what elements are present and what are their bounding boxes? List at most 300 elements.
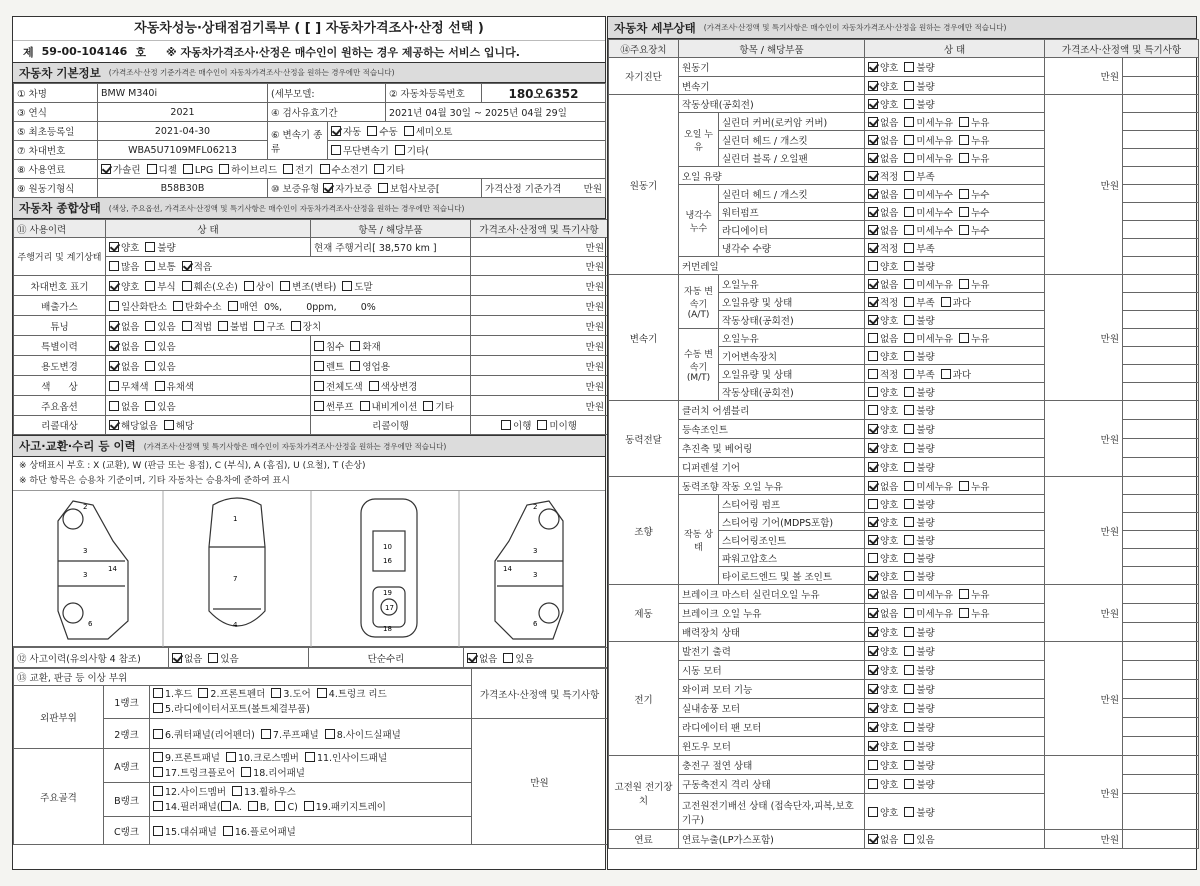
fuel-none: 없음	[880, 835, 899, 846]
clutch-bad-checkbox[interactable]	[904, 405, 914, 415]
tuning-legal-checkbox[interactable]	[182, 321, 192, 331]
vin-smear: 도말	[354, 281, 373, 293]
part-cross-member: 10.크로스멤버	[237, 752, 299, 764]
pillar-checkbox[interactable]	[153, 801, 163, 811]
cur-mileage-value: 38,570 km	[378, 243, 430, 254]
detail-bar	[608, 17, 1196, 39]
achromatic-checkbox[interactable]	[109, 381, 119, 391]
option-etc-checkbox[interactable]	[423, 401, 433, 411]
tuning-device-checkbox[interactable]	[291, 321, 301, 331]
head-minor: 미세누유	[916, 135, 954, 147]
at-work-good-checkbox[interactable]	[868, 315, 878, 325]
rail-bad-checkbox[interactable]	[904, 261, 914, 271]
radiator-support-checkbox[interactable]	[153, 703, 163, 713]
mt-flow-proper: 적정	[880, 369, 899, 381]
color-achromatic: 무채색	[121, 381, 149, 393]
fuel-lpg-checkbox[interactable]	[183, 164, 193, 174]
fuel-diesel-checkbox[interactable]	[147, 164, 157, 174]
svg-text:16: 16	[383, 557, 392, 565]
svg-text:2: 2	[533, 503, 538, 511]
gen-good-checkbox[interactable]	[868, 646, 878, 656]
color-change-checkbox[interactable]	[369, 381, 379, 391]
tuning-illegal-checkbox[interactable]	[218, 321, 228, 331]
cylinder-cover: 실린더 커버(로커암 커버)	[719, 113, 865, 131]
pillar-c-checkbox[interactable]	[275, 801, 285, 811]
ps-none-checkbox[interactable]	[868, 481, 878, 491]
roof-panel-checkbox[interactable]	[261, 729, 271, 739]
self-engine-bad-checkbox[interactable]	[904, 62, 914, 72]
normal-checkbox[interactable]	[145, 261, 155, 271]
basic-info-bar	[13, 63, 605, 83]
prop-good-checkbox[interactable]	[868, 443, 878, 453]
item-header: 항목 / 해당부품	[311, 220, 471, 238]
tuning-struct: 구조	[266, 321, 285, 333]
at-oil-leak-opt: 누유	[971, 279, 990, 291]
pump-minor-checkbox[interactable]	[904, 207, 914, 217]
car-top-view-icon	[209, 498, 265, 629]
pump-none-checkbox[interactable]	[868, 207, 878, 217]
st-pump-good-checkbox[interactable]	[868, 499, 878, 509]
chromatic-checkbox[interactable]	[155, 381, 165, 391]
fuel-hybrid-checkbox[interactable]	[219, 164, 229, 174]
side-sill-checkbox[interactable]	[325, 729, 335, 739]
price-header: 가격조사·산정액 및 특기사항	[471, 220, 608, 238]
passenger-note: ※ 하단 항목은 승용차 기준이며, 기타 자동차는 승용차에 준하여 표시	[19, 476, 290, 486]
ps-minor-checkbox[interactable]	[904, 481, 914, 491]
navi-checkbox[interactable]	[360, 401, 370, 411]
window-bad-checkbox[interactable]	[904, 741, 914, 751]
recall-not-checkbox[interactable]	[537, 420, 547, 430]
co-checkbox[interactable]	[109, 301, 119, 311]
wiper-bad-checkbox[interactable]	[904, 684, 914, 694]
smoke-checkbox[interactable]	[228, 301, 238, 311]
coolant-lack-checkbox[interactable]	[904, 243, 914, 253]
hose-bad: 불량	[916, 553, 935, 565]
vin-good: 양호	[121, 281, 140, 293]
special-fire: 화재	[362, 341, 381, 353]
charge-good-checkbox[interactable]	[868, 760, 878, 770]
vin-rust-checkbox[interactable]	[145, 281, 155, 291]
exchange-price-label: 가격조사·산정액 및 특기사항	[472, 669, 608, 719]
at-flow-lack-checkbox[interactable]	[904, 297, 914, 307]
cv-bad-checkbox[interactable]	[904, 424, 914, 434]
gen-bad-checkbox[interactable]	[904, 646, 914, 656]
block-leak-checkbox[interactable]	[959, 153, 969, 163]
usage-none-checkbox[interactable]	[109, 361, 119, 371]
clutch-good-checkbox[interactable]	[868, 405, 878, 415]
mt-flow-proper-checkbox[interactable]	[868, 369, 878, 379]
tuning-struct-checkbox[interactable]	[254, 321, 264, 331]
fuel-group-label: 연료	[609, 830, 679, 849]
st-joint-bad-checkbox[interactable]	[904, 535, 914, 545]
usage-exist: 있음	[157, 361, 176, 373]
at-oil-minor: 미세누유	[916, 279, 954, 291]
fuel-price-unit: 만원	[1045, 830, 1123, 849]
exchange-price-unit: 만원	[472, 719, 608, 845]
wire-bad-checkbox[interactable]	[904, 807, 914, 817]
diff-bad: 불량	[916, 463, 935, 474]
booster-good-checkbox[interactable]	[868, 627, 878, 637]
start-bad-checkbox[interactable]	[904, 665, 914, 675]
rear-panel-checkbox[interactable]	[241, 767, 251, 777]
hc-checkbox[interactable]	[173, 301, 183, 311]
rad-none-checkbox[interactable]	[868, 225, 878, 235]
trans-cvt-checkbox[interactable]	[331, 145, 341, 155]
vin-good-checkbox[interactable]	[109, 281, 119, 291]
charge-bad: 불량	[916, 761, 935, 772]
mt-oil-minor-checkbox[interactable]	[904, 333, 914, 343]
recall-not: 미이행	[549, 421, 577, 432]
c-head-none-checkbox[interactable]	[868, 189, 878, 199]
part-radiator-support: 5.라디에이터서포트(볼트체결부품)	[165, 704, 310, 715]
vin-smear-checkbox[interactable]	[342, 281, 352, 291]
cover-leak: 누유	[971, 117, 990, 129]
diff-bad-checkbox[interactable]	[904, 462, 914, 472]
cover-leak-checkbox[interactable]	[959, 117, 969, 127]
engine-work-good-checkbox[interactable]	[868, 99, 878, 109]
fire-checkbox[interactable]	[350, 341, 360, 351]
cover-minor: 미세누유	[916, 117, 954, 129]
br-oil-none-checkbox[interactable]	[868, 608, 878, 618]
battery-good: 양호	[880, 780, 899, 791]
outer-panel-label: 외판부위	[14, 686, 104, 749]
accident-none: 없음	[184, 653, 203, 665]
mt-work-good: 양호	[880, 387, 899, 399]
at-flow-over-checkbox[interactable]	[941, 297, 951, 307]
tuning-none-checkbox[interactable]	[109, 321, 119, 331]
self-engine-good-checkbox[interactable]	[868, 62, 878, 72]
recall-done-checkbox[interactable]	[501, 420, 511, 430]
mt-work-bad-checkbox[interactable]	[904, 387, 914, 397]
rankA-label: A랭크	[104, 749, 150, 783]
oil-flow-lack-checkbox[interactable]	[904, 171, 914, 181]
rad-leak: 누수	[971, 225, 990, 237]
diff-gear: 디퍼렌셜 기어	[679, 458, 865, 477]
simple-repair-label: 단순수리	[309, 648, 464, 668]
block-none: 없음	[880, 153, 899, 165]
elec-group-label: 전기	[609, 642, 679, 756]
warranty-ins-checkbox[interactable]	[378, 183, 388, 193]
mt-flow-lack-checkbox[interactable]	[904, 369, 914, 379]
accident-hist-label: ⑫ 사고이력(유의사항 4 참조)	[14, 648, 169, 668]
master-minor-checkbox[interactable]	[904, 589, 914, 599]
first-reg-value: 2021-04-30	[98, 122, 268, 141]
mt-oil-none-checkbox[interactable]	[868, 333, 878, 343]
engine-group-label: 원동기	[609, 95, 679, 275]
sunroof-checkbox[interactable]	[314, 401, 324, 411]
dash-panel-checkbox[interactable]	[153, 826, 163, 836]
detail-price-header: 가격조사·산정액 및 특기사항	[1045, 40, 1199, 58]
rad-leak-checkbox[interactable]	[959, 225, 969, 235]
car-right-side-icon	[495, 501, 563, 639]
tuning-exist-checkbox[interactable]	[145, 321, 155, 331]
mt-gear-bad-checkbox[interactable]	[904, 351, 914, 361]
option-none-checkbox[interactable]	[109, 401, 119, 411]
side-member-checkbox[interactable]	[153, 786, 163, 796]
prop-shaft: 추진축 및 베어링	[679, 439, 865, 458]
pump-leak-checkbox[interactable]	[959, 207, 969, 217]
diff-good-checkbox[interactable]	[868, 462, 878, 472]
fuel-electric-checkbox[interactable]	[283, 164, 293, 174]
simple-none-checkbox[interactable]	[467, 653, 477, 663]
fuel-none-checkbox[interactable]	[868, 834, 878, 844]
c-head-leak-checkbox[interactable]	[959, 189, 969, 199]
st-gear-good: 양호	[880, 517, 899, 529]
wheel-house-checkbox[interactable]	[232, 786, 242, 796]
fuel-hydrogen-checkbox[interactable]	[320, 164, 330, 174]
at-work-bad: 불량	[916, 315, 935, 327]
fuel-other-checkbox[interactable]	[374, 164, 384, 174]
wiper-good-checkbox[interactable]	[868, 684, 878, 694]
oil-flow-proper-checkbox[interactable]	[868, 171, 878, 181]
c-head-minor-checkbox[interactable]	[904, 189, 914, 199]
prop-bad-checkbox[interactable]	[904, 443, 914, 453]
color-price-unit: 만원	[471, 376, 608, 396]
ps-leak-checkbox[interactable]	[959, 481, 969, 491]
at-flow-proper-checkbox[interactable]	[868, 297, 878, 307]
few-checkbox[interactable]	[182, 261, 192, 271]
special-none-checkbox[interactable]	[109, 341, 119, 351]
at-label: 자동 변속기 (A/T)	[679, 275, 719, 329]
full-paint-checkbox[interactable]	[314, 381, 324, 391]
part-inside-panel: 11.인사이드패널	[316, 752, 388, 764]
reg-no-value: 180오6352	[482, 84, 606, 103]
mileage-bad-checkbox[interactable]	[145, 242, 155, 252]
pump-minor: 미세누수	[916, 207, 954, 219]
usage-exist-checkbox[interactable]	[145, 361, 155, 371]
warranty-ins: 보험사보증[	[389, 184, 440, 195]
c-head-minor: 미세누수	[916, 189, 954, 201]
detail-subtitle: (가격조사·산정액 및 특기사항은 매수인이 자동차가격조사·산정을 원하는 경우에만 적습니다)	[703, 23, 1007, 32]
part-pillar: 14.필러패널(	[165, 801, 221, 813]
cover-none-checkbox[interactable]	[868, 117, 878, 127]
wire-good-checkbox[interactable]	[868, 807, 878, 817]
vin-damage-checkbox[interactable]	[182, 281, 192, 291]
st-pump-good: 양호	[880, 499, 899, 511]
pillar-a-checkbox[interactable]	[221, 801, 231, 811]
option-sunroof: 썬루프	[326, 401, 354, 413]
rad-minor-checkbox[interactable]	[904, 225, 914, 235]
special-exist-checkbox[interactable]	[145, 341, 155, 351]
power-group-label: 동력전달	[609, 401, 679, 477]
tie-bad-checkbox[interactable]	[904, 571, 914, 581]
package-tray-checkbox[interactable]	[304, 801, 314, 811]
trans-manual-checkbox[interactable]	[367, 126, 377, 136]
vin-diff-checkbox[interactable]	[244, 281, 254, 291]
mt-work-good-checkbox[interactable]	[868, 387, 878, 397]
fan-bad-checkbox[interactable]	[904, 703, 914, 713]
rad-fan: 라디에이터 팬 모터	[679, 718, 865, 737]
prop-bad: 불량	[916, 444, 935, 455]
steer-joint: 스티어링조인트	[719, 531, 865, 549]
start-good-checkbox[interactable]	[868, 665, 878, 675]
st-gear-good-checkbox[interactable]	[868, 517, 878, 527]
door-checkbox[interactable]	[271, 688, 281, 698]
mt-gear-good-checkbox[interactable]	[868, 351, 878, 361]
simple-exist-checkbox[interactable]	[503, 653, 513, 663]
mt-gear: 기어변속장치	[719, 347, 865, 365]
trans-auto-checkbox[interactable]	[331, 126, 341, 136]
self-engine: 원동기	[679, 58, 865, 77]
br-oil-leak-checkbox[interactable]	[959, 608, 969, 618]
at-work-bad-checkbox[interactable]	[904, 315, 914, 325]
exchange-label: ⑬ 교환, 판금 등 이상 부위	[14, 669, 472, 686]
tie-good-checkbox[interactable]	[868, 571, 878, 581]
floor-panel-checkbox[interactable]	[223, 826, 233, 836]
vin-value: WBA5U7109MFL06213	[98, 141, 268, 160]
mt-flow-over: 과다	[952, 369, 972, 381]
starter: 시동 모터	[679, 661, 865, 680]
st-joint-good-checkbox[interactable]	[868, 535, 878, 545]
mileage-good-checkbox[interactable]	[109, 242, 119, 252]
rent-checkbox[interactable]	[314, 361, 324, 371]
record-number: 59-00-104146	[41, 45, 128, 58]
booster: 배력장치 상태	[679, 623, 865, 642]
head-none-checkbox[interactable]	[868, 135, 878, 145]
usage-rent: 렌트	[326, 361, 345, 373]
br-oil-minor-checkbox[interactable]	[904, 608, 914, 618]
tie-good: 양호	[880, 571, 899, 583]
pump-none: 없음	[880, 207, 899, 219]
cover-minor-checkbox[interactable]	[904, 117, 914, 127]
part-hood: 1.후드	[165, 689, 193, 700]
clutch: 클러치 어셈블리	[679, 401, 865, 420]
engine-work-bad-checkbox[interactable]	[904, 99, 914, 109]
block-leak: 누유	[971, 153, 990, 165]
accident-none-checkbox[interactable]	[172, 653, 182, 663]
accident-bar	[13, 435, 605, 457]
hose-good-checkbox[interactable]	[868, 553, 878, 563]
coolant-proper-checkbox[interactable]	[868, 243, 878, 253]
vin-label: ⑦ 차대번호	[14, 141, 98, 160]
recall-label: 리콜대상	[14, 416, 106, 435]
at-oil-none-checkbox[interactable]	[868, 279, 878, 289]
business-checkbox[interactable]	[350, 361, 360, 371]
right-panel	[607, 16, 1197, 870]
insp-tilde: ~	[473, 108, 482, 119]
block-minor-checkbox[interactable]	[904, 153, 914, 163]
front-panel-checkbox[interactable]	[153, 752, 163, 762]
hose-good: 양호	[880, 553, 899, 565]
front-fender-checkbox[interactable]	[198, 688, 208, 698]
at-oil-leak-checkbox[interactable]	[959, 279, 969, 289]
head-minor-checkbox[interactable]	[904, 135, 914, 145]
brake-group-label: 제동	[609, 585, 679, 642]
tie-rod: 타이로드엔드 및 볼 조인트	[719, 567, 865, 585]
year-label: ③ 연식	[14, 103, 98, 122]
radfan-bad-checkbox[interactable]	[904, 722, 914, 732]
water-pump: 워터펌프	[719, 203, 865, 221]
blower: 실내송풍 모터	[679, 699, 865, 718]
st-gear-bad-checkbox[interactable]	[904, 517, 914, 527]
c-head-leak: 누수	[971, 189, 990, 201]
no-label: 제	[23, 45, 34, 59]
rank2-label: 2랭크	[104, 719, 150, 749]
accident-history-table	[13, 647, 608, 668]
emission-price-unit: 만원	[471, 296, 608, 316]
mileage-label: 주행거리 및 계기상태	[14, 238, 106, 276]
cv-good-checkbox[interactable]	[868, 424, 878, 434]
cover-none: 없음	[880, 117, 899, 129]
basic-info-subtitle: (가격조사·산정 기준가격은 매수인이 자동차가격조사·산정을 원하는 경우에만 적습니다)	[108, 68, 395, 77]
radfan-good-checkbox[interactable]	[868, 722, 878, 732]
vin-alter-checkbox[interactable]	[280, 281, 290, 291]
tie-bad: 불량	[916, 571, 935, 583]
trunk-lid-checkbox[interactable]	[317, 688, 327, 698]
booster-bad-checkbox[interactable]	[904, 627, 914, 637]
at-oil-flow: 오일유량 및 상태	[719, 293, 865, 311]
option-price-unit: 만원	[471, 396, 608, 416]
oil-flow-proper: 적정	[880, 171, 899, 183]
battery-good-checkbox[interactable]	[868, 779, 878, 789]
vin-alter: 변조(변타)	[292, 281, 337, 293]
basic-info-table	[13, 83, 606, 198]
inside-panel-checkbox[interactable]	[305, 752, 315, 762]
master-none-checkbox[interactable]	[868, 589, 878, 599]
trans-other-checkbox[interactable]	[395, 145, 405, 155]
left-panel	[12, 16, 606, 870]
warranty-self-checkbox[interactable]	[323, 183, 333, 193]
self-trans-good-checkbox[interactable]	[868, 81, 878, 91]
battery-bad-checkbox[interactable]	[904, 779, 914, 789]
mileage2-price-unit: 만원	[471, 257, 608, 276]
block-none-checkbox[interactable]	[868, 153, 878, 163]
base-price-unit: 만원	[583, 184, 602, 195]
rail-good-checkbox[interactable]	[868, 261, 878, 271]
fan-good-checkbox[interactable]	[868, 703, 878, 713]
accident-exist-checkbox[interactable]	[208, 653, 218, 663]
self-trans-bad-checkbox[interactable]	[904, 81, 914, 91]
option-exist-checkbox[interactable]	[145, 401, 155, 411]
self-diag-label: 자기진단	[609, 58, 679, 95]
fuel-lpg: LPG	[194, 165, 214, 176]
fuel-gasoline-checkbox[interactable]	[101, 164, 111, 174]
many-checkbox[interactable]	[109, 261, 119, 271]
trunk-floor-checkbox[interactable]	[153, 767, 163, 777]
coolant-qty: 냉각수 수량	[719, 239, 865, 257]
hood-checkbox[interactable]	[153, 688, 163, 698]
hv-price-unit: 만원	[1045, 756, 1123, 830]
at-oil-minor-checkbox[interactable]	[904, 279, 914, 289]
fuel-exist-checkbox[interactable]	[904, 834, 914, 844]
fuel-diesel: 디젤	[158, 165, 177, 176]
master-leak-checkbox[interactable]	[959, 589, 969, 599]
mt-oil-leak-checkbox[interactable]	[959, 333, 969, 343]
steer-price-unit: 만원	[1045, 477, 1123, 585]
st-pump-bad-checkbox[interactable]	[904, 499, 914, 509]
recall-yes-checkbox[interactable]	[164, 420, 174, 430]
trans-cvt: 무단변속기	[343, 146, 389, 157]
car-diagrams	[13, 491, 607, 647]
mileage-price-unit: 만원	[471, 238, 608, 257]
quarter-panel-checkbox[interactable]	[153, 729, 163, 739]
mt-flow-over-checkbox[interactable]	[941, 369, 951, 379]
overall-table	[13, 219, 608, 435]
svg-text:14: 14	[108, 565, 117, 573]
recall-na-checkbox[interactable]	[109, 420, 119, 430]
part-trunk-lid: 4.트렁크 리드	[328, 689, 387, 700]
master-minor: 미세누유	[916, 590, 954, 601]
cross-member-checkbox[interactable]	[226, 752, 236, 762]
svg-text:3: 3	[533, 571, 538, 579]
trans-semi-checkbox[interactable]	[404, 126, 414, 136]
pillar-b-checkbox[interactable]	[248, 801, 258, 811]
window-good-checkbox[interactable]	[868, 741, 878, 751]
charge-bad-checkbox[interactable]	[904, 760, 914, 770]
hose-bad-checkbox[interactable]	[904, 553, 914, 563]
head-leak-checkbox[interactable]	[959, 135, 969, 145]
flood-checkbox[interactable]	[314, 341, 324, 351]
